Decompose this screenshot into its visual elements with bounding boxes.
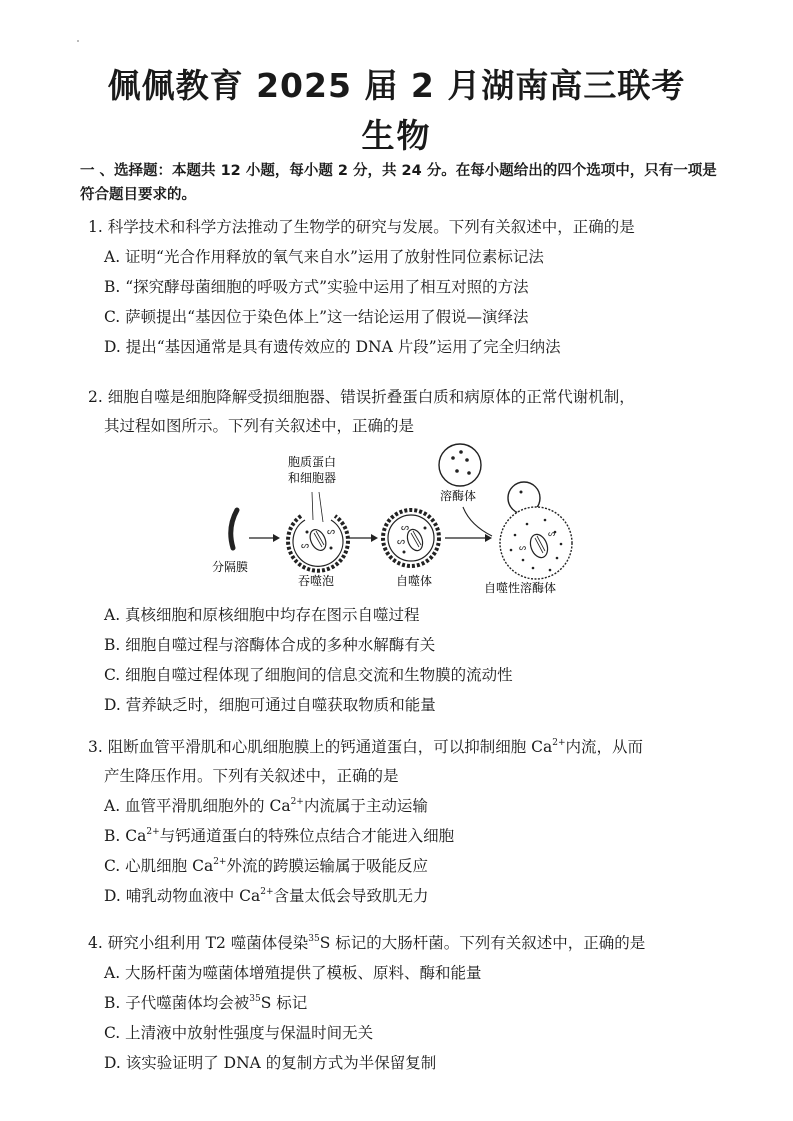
arrow-1-head	[273, 534, 280, 542]
subject-title: 生物	[361, 116, 432, 155]
svg-text:ᔕ: ᔕ	[327, 527, 336, 537]
svg-text:ᔕ: ᔕ	[401, 523, 410, 533]
question-1-stem: 1. 科学技术和科学方法推动了生物学的研究与发展。下列有关叙述中，正确的是	[88, 218, 635, 236]
question-4-stem: 4. 研究小组利用 T2 噬菌体侵染$^{35}$S 标记的大肠杆菌。下列有关叙述中，正确的是	[88, 934, 646, 952]
svg-text:ᔕ: ᔕ	[548, 529, 556, 538]
arrow-2-head	[371, 534, 378, 542]
question-2-stem-line-1: 2. 细胞自噬是细胞降解受损细胞器、错误折叠蛋白质和病原体的正常代谢机制，	[88, 388, 635, 406]
question-3-stem-a: 3. 阻断血管平滑肌和心肌细胞膜上的钙通道蛋白，可以抑制细胞 Ca	[88, 738, 553, 756]
question-2-option-d: D. 营养缺乏时，细胞可通过自噬获取物质和能量	[104, 696, 436, 714]
label-separation-membrane: 分隔膜	[212, 560, 249, 574]
question-1-option-b: B. “探究酵母菌细胞的呼吸方式”实验中运用了相互对照的方法	[104, 278, 529, 296]
label-lysosome: 溶酶体	[440, 489, 477, 503]
label-autolysosome: 自噬性溶酶体	[484, 581, 557, 595]
question-4-option-c: C. 上清液中放射性强度与保温时间无关	[104, 1024, 374, 1042]
question-1-option-c: C. 萨顿提出“基因位于染色体上”这一结论运用了假说—演绎法	[104, 308, 529, 326]
question-4	[88, 929, 728, 1078]
label-autophagosome: 自噬体	[396, 574, 433, 588]
isotope-superscript: 35	[308, 934, 320, 944]
svg-text:ᔕ: ᔕ	[397, 537, 406, 547]
label-cytoplasmic-proteins: 胞质蛋白	[288, 455, 337, 469]
question-1-option-d: D. 提出“基因通常是具有遗传效应的 DNA 片段”运用了完全归纳法	[104, 338, 561, 356]
question-2-stem-line-2: 其过程如图所示。下列有关叙述中，正确的是	[104, 417, 415, 435]
question-2-option-c: C. 细胞自噬过程体现了细胞间的信息交流和生物膜的流动性	[104, 666, 513, 684]
question-3-stem-b: 内流，从而	[565, 738, 644, 756]
question-2-option-b: B. 细胞自噬过程与溶酶体合成的多种水解酶有关	[104, 636, 436, 654]
question-4-option-b: B. 子代噬菌体均会被$^{35}$S 标记	[104, 994, 308, 1012]
question-3-stem	[88, 733, 728, 791]
question-3-option-c: C. 心肌细胞 $Ca^{2+}$外流的跨膜运输属于吸能反应	[104, 857, 428, 875]
question-1	[88, 213, 728, 362]
question-3-option-d: D. 哺乳动物血液中 $Ca^{2+}$含量太低会导致肌无力	[104, 887, 429, 905]
autolysosome-shape	[500, 482, 572, 579]
question-2	[88, 383, 728, 441]
autophagosome-shape	[383, 510, 439, 566]
question-4-option-a: A. 大肠杆菌为噬菌体增殖提供了模板、原料、酶和能量	[104, 964, 482, 982]
question-3	[88, 733, 728, 911]
question-2-options	[88, 600, 728, 720]
arrow-lysosome	[463, 507, 492, 536]
label-organelles: 和细胞器	[288, 471, 337, 485]
exam-title: 佩佩教育 2025 届 2 月湖南高三联考	[107, 66, 686, 105]
phagophore-shape	[288, 516, 348, 571]
question-4-option-d: D. 该实验证明了 DNA 的复制方式为半保留复制	[104, 1054, 437, 1072]
charge-superscript: 2+	[552, 738, 566, 748]
autophagy-diagram	[205, 440, 605, 595]
lysosome-shape	[439, 444, 481, 486]
scan-dot	[77, 40, 79, 42]
question-1-option-a: A. 证明“光合作用释放的氧气来自水”运用了放射性同位素标记法	[104, 248, 544, 266]
svg-text:ᔕ: ᔕ	[519, 543, 527, 552]
question-3-option-b: B. $Ca^{2+}$与钙通道蛋白的特殊位点结合才能进入细胞	[104, 827, 455, 845]
label-phagophore: 吞噬泡	[298, 574, 335, 588]
question-3-stem-line-2: 产生降压作用。下列有关叙述中，正确的是	[104, 767, 399, 785]
question-3-option-a: A. 血管平滑肌细胞外的 $Ca^{2+}$内流属于主动运输	[104, 797, 428, 815]
question-2-stem	[88, 383, 728, 441]
svg-text:ᔕ: ᔕ	[301, 541, 310, 551]
question-2-option-a: A. 真核细胞和原核细胞中均存在图示自噬过程	[104, 606, 420, 624]
separation-membrane-shape	[231, 510, 237, 548]
section-instructions: 一 、选择题：本题共 12 小题，每小题 2 分，共 24 分。在每小题给出的四个选项中，只有一项是符合题目要求的。	[80, 163, 717, 203]
